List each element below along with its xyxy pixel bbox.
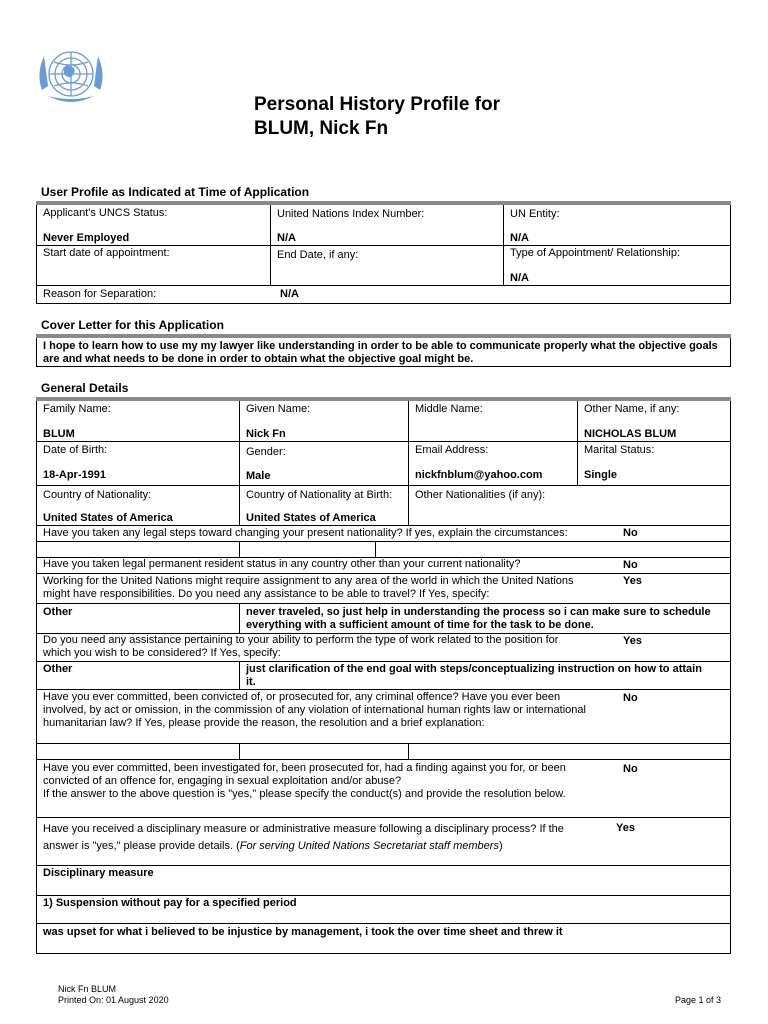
middle-name-label: Middle Name: [415,403,483,415]
disciplinary-measure-text: was upset for what i believed to be injustice by management, i took the over time sheet and threw it [43,926,563,938]
answer-permanent-resident: No [623,559,638,571]
answer-sexual-exploitation: No [623,763,638,775]
marital-status-label: Marital Status: [584,444,655,456]
start-date-label: Start date of appointment: [43,247,170,259]
dob-label: Date of Birth: [43,444,108,456]
answer-travel-assistance: Yes [623,575,642,587]
question-permanent-resident: Have you taken legal permanent resident status in any country other than your current nationality? [43,558,521,570]
disciplinary-measure-item: 1) Suspension without pay for a specified period [43,897,297,909]
un-emblem-logo [34,40,108,108]
work-other-label: Other [43,663,73,675]
index-number-value: N/A [277,232,296,244]
cover-letter-text: I hope to learn how to use my my lawyer like understanding in order to be able to communicate properly what the objective goals are and what needs to be done in order to obtain what the objective goal might be. [43,340,718,365]
footer-name: Nick Fn BLUM [58,984,117,994]
gender-label: Gender: [246,446,286,458]
general-details-table [36,401,731,954]
un-entity-label: UN Entity: [510,208,560,220]
separation-reason-label: Reason for Separation: [43,288,157,300]
answer-work-assistance: Yes [623,635,642,647]
travel-other-label: Other [43,606,73,618]
end-date-label: End Date, if any: [277,249,359,261]
birth-nationality-label: Country of Nationality at Birth: [246,489,393,501]
gender-value: Male [246,470,271,482]
title-line-1: Personal History Profile for [254,94,501,115]
other-nationalities-label: Other Nationalities (if any): [415,489,546,501]
separation-reason-value: N/A [280,288,299,300]
appointment-type-value: N/A [510,272,529,284]
email-label: Email Address: [415,444,489,456]
nationality-label: Country of Nationality: [43,489,152,501]
index-number-label: United Nations Index Number: [277,208,425,220]
user-profile-table [36,205,731,304]
appointment-type-label: Type of Appointment/ Relationship: [510,247,680,259]
cover-letter-box [36,338,731,367]
question-nationality-change: Have you taken any legal steps toward changing your present nationality? If yes, explain the circumstances: [43,527,568,539]
question-disciplinary: Have you received a disciplinary measure or administrative measure following a disciplinary process? If the answer is "yes," please provide details. (For serving United Nations Secretariat staff members) [43,823,564,852]
document-title [254,93,500,141]
section-heading-general-details: General Details [41,381,129,395]
nationality-value: United States of America [43,512,173,524]
other-name-label: Other Name, if any: [584,403,680,415]
email-value: nickfnblum@yahoo.com [415,469,543,481]
un-entity-value: N/A [510,232,529,244]
section-heading-cover-letter: Cover Letter for this Application [41,318,224,332]
footer-printed-date: Printed On: 01 August 2020 [58,995,169,1005]
question-work-assistance: Do you need any assistance pertaining to your ability to perform the type of work related to the position for which you wish to be considered? If Yes, specify: [43,634,559,659]
disciplinary-measure-label: Disciplinary measure [43,867,154,879]
marital-status-value: Single [584,469,618,481]
family-name-value: BLUM [43,428,75,440]
footer-page-number: Page 1 of 3 [675,995,722,1005]
question-sexual-exploitation: Have you ever committed, been investigated for, been prosecuted for, had a finding against you for, or been convicted of an offence for, engaging in sexual exploitation and/or abuse? If the answer to the above question is "yes," please specify the conduct(s) and provide the resolution below. [43,762,566,800]
question-travel-assistance: Working for the United Nations might require assignment to any area of the world in which the United Nations might have responsibilities. Do you need any assistance to be able to travel? If Yes, specify: [43,575,574,600]
uncs-status-value: Never Employed [43,232,130,244]
travel-other-text: never traveled, so just help in understanding the process so i can make sure to schedule everything with a sufficient amount of time for the task to be done. [246,606,711,631]
family-name-label: Family Name: [43,403,111,415]
given-name-value: Nick Fn [246,428,286,440]
dob-value: 18-Apr-1991 [43,469,106,481]
question-criminal-offence: Have you ever committed, been convicted of, or prosecuted for, any criminal offence? Have you ever been involved, by act or omission, in the commission of any violation of international human rights law or international humanitarian law? If Yes, please provide the reason, the resolution and a brief explanation: [43,691,586,729]
answer-nationality-change: No [623,527,638,539]
given-name-label: Given Name: [246,403,311,415]
section-heading-user-profile: User Profile as Indicated at Time of Application [41,185,310,199]
uncs-status-label: Applicant's UNCS Status: [43,207,168,219]
birth-nationality-value: United States of America [246,512,376,524]
answer-criminal-offence: No [623,692,638,704]
title-line-2: BLUM, Nick Fn [254,118,389,139]
work-other-text: just clarification of the end goal with steps/conceptualizing instruction on how to attain it. [246,663,702,688]
answer-disciplinary: Yes [616,822,635,834]
other-name-value: NICHOLAS BLUM [584,428,677,440]
